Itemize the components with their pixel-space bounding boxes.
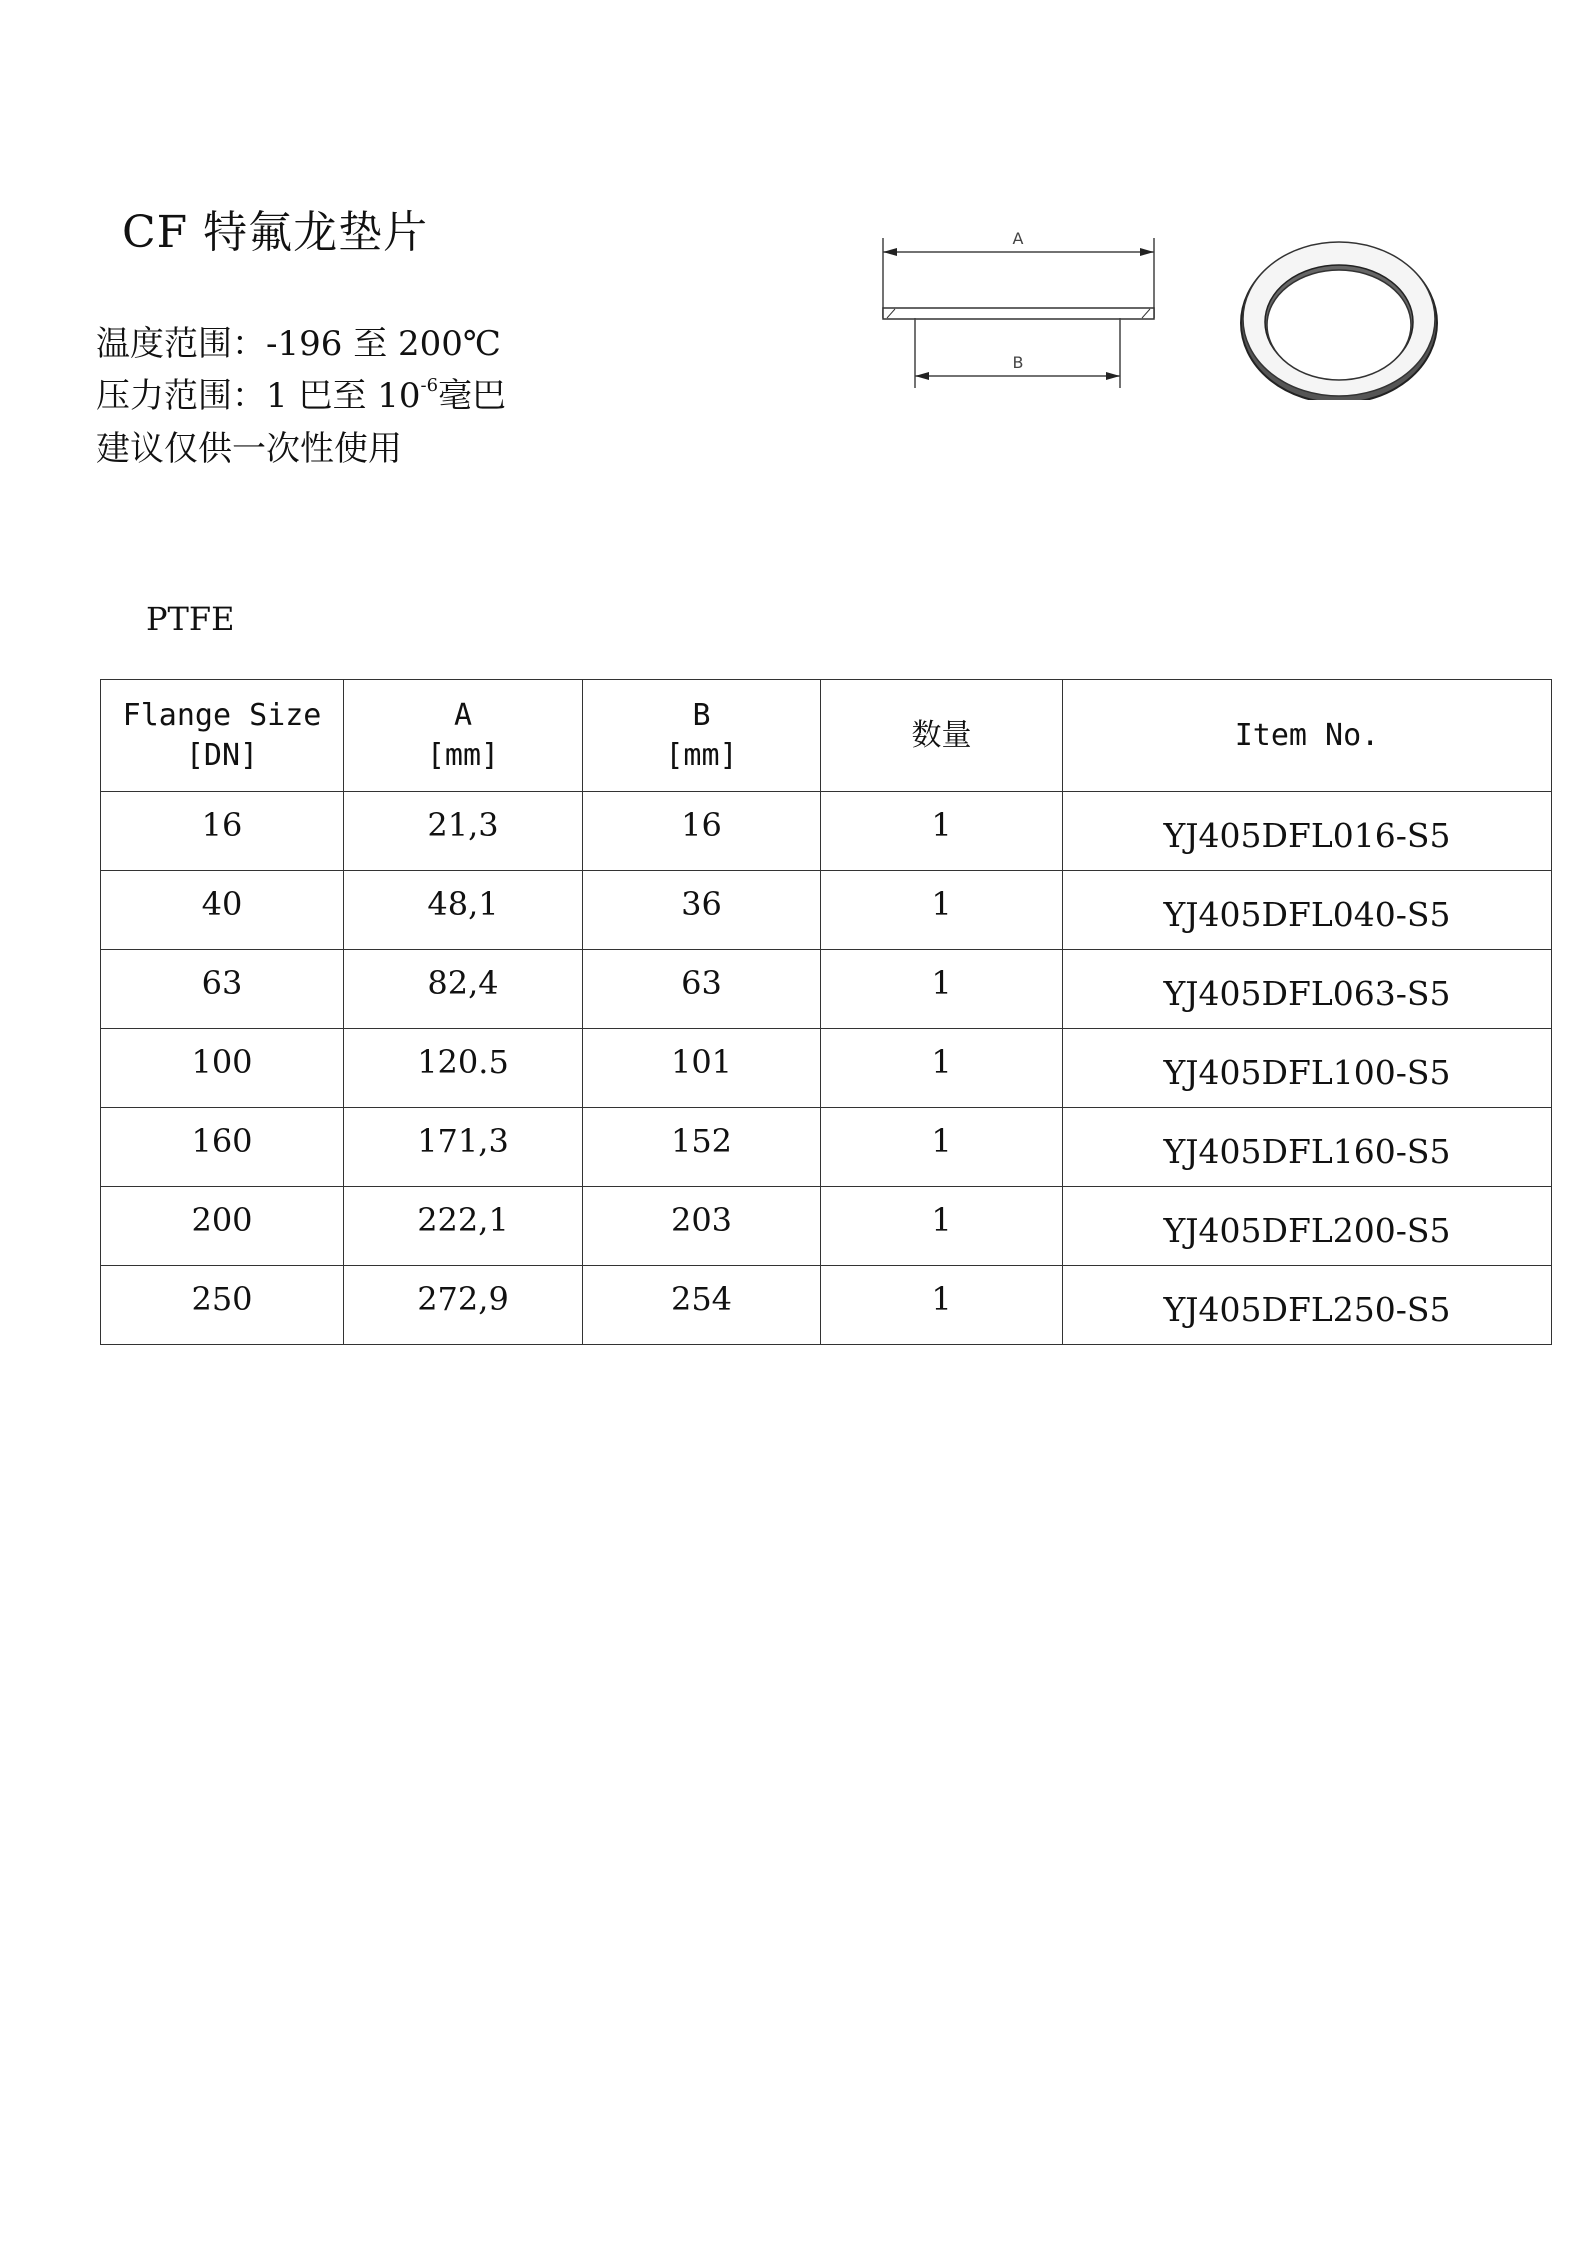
cell-item-no: YJ405DFL040-S5 [1063,871,1552,950]
cell-qty: 1 [821,1029,1063,1108]
cell-item-no: YJ405DFL160-S5 [1063,1108,1552,1187]
usage-note: 建议仅供一次性使用 [96,429,402,469]
header-flange-size-label: Flange Size [122,697,322,733]
cell-a: 21,3 [344,792,583,871]
cell-qty: 1 [821,950,1063,1029]
header-a-label: A [453,697,473,733]
cell-a: 48,1 [344,871,583,950]
cell-dn: 40 [101,871,344,950]
gasket-side-view [883,229,1154,388]
header-a [344,680,583,792]
cell-item-no: YJ405DFL250-S5 [1063,1266,1552,1345]
pressure-range [96,368,506,417]
cell-item-no: YJ405DFL100-S5 [1063,1029,1552,1108]
pressure-exponent: -6 [420,375,439,396]
header-flange-size [101,680,344,792]
header-a-unit: [mm] [426,737,500,773]
table-header-row [101,680,1552,792]
cell-dn: 100 [101,1029,344,1108]
cell-qty: 1 [821,1108,1063,1187]
cell-b: 101 [583,1029,821,1108]
table-row [101,1187,1552,1266]
table-row [101,1029,1552,1108]
table-row [101,871,1552,950]
page-title: CF 特氟龙垫片 [122,207,429,258]
dimension-a-label: A [1012,229,1024,248]
cell-a: 272,9 [344,1266,583,1345]
cell-dn: 160 [101,1108,344,1187]
cell-dn: 250 [101,1266,344,1345]
dimension-b-label: B [1012,353,1024,372]
table-row [101,1266,1552,1345]
pressure-prefix: 压力范围：1 巴至 10 [96,376,421,416]
header-flange-size-unit: [DN] [185,737,259,773]
cell-b: 16 [583,792,821,871]
temperature-range: 温度范围：-196 至 200℃ [96,324,501,364]
cell-qty: 1 [821,871,1063,950]
cell-qty: 1 [821,792,1063,871]
cell-dn: 200 [101,1187,344,1266]
cell-b: 152 [583,1108,821,1187]
cell-a: 82,4 [344,950,583,1029]
cell-b: 36 [583,871,821,950]
gasket-ring-view [1241,242,1437,400]
material-label: PTFE [146,600,235,638]
header-b [583,680,821,792]
table-row [101,792,1552,871]
cell-dn: 16 [101,792,344,871]
cell-a: 120.5 [344,1029,583,1108]
cell-qty: 1 [821,1266,1063,1345]
header-b-unit: [mm] [665,737,738,773]
cell-item-no: YJ405DFL063-S5 [1063,950,1552,1029]
header-quantity: 数量 [821,680,1063,792]
pressure-suffix: 毫巴 [438,376,507,416]
cell-qty: 1 [821,1187,1063,1266]
cell-b: 203 [583,1187,821,1266]
cell-dn: 63 [101,950,344,1029]
cell-item-no: YJ405DFL200-S5 [1063,1187,1552,1266]
gasket-spec-table [100,679,1552,1345]
cell-a: 171,3 [344,1108,583,1187]
table-row [101,950,1552,1029]
cell-b: 63 [583,950,821,1029]
header-item-no: Item No. [1063,680,1552,792]
cell-a: 222,1 [344,1187,583,1266]
header-b-label: B [692,697,711,733]
cell-item-no: YJ405DFL016-S5 [1063,792,1552,871]
gasket-drawing [870,220,1450,400]
cell-b: 254 [583,1266,821,1345]
table-row [101,1108,1552,1187]
